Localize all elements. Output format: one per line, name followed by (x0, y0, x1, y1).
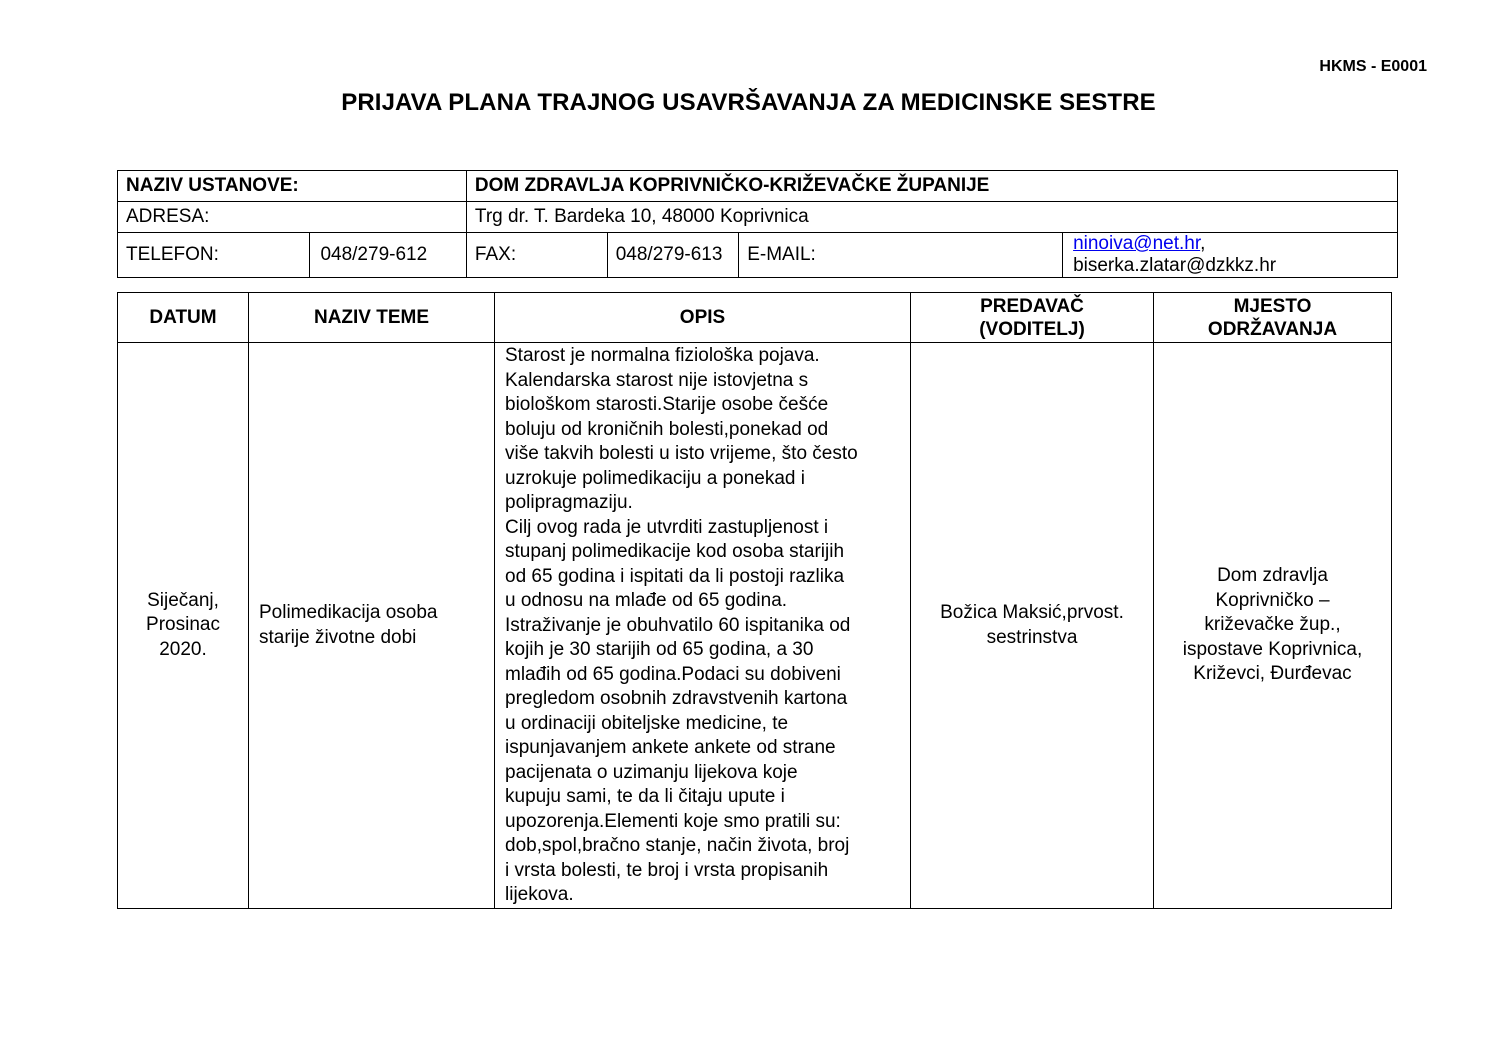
plan-row (118, 343, 1392, 909)
opis-line: Starost je normalna fiziološka pojava. (505, 345, 820, 366)
opis-line: ispunjavanjem ankete ankete od strane (505, 737, 836, 758)
cell-datum (118, 343, 249, 909)
mjesto-line: ispostave Koprivnica, (1182, 638, 1363, 660)
opis-line: stupanj polimedikacije kod osoba starijih (505, 541, 845, 562)
header-mjesto-line: ODRŽAVANJA (1207, 318, 1338, 340)
institution-name-label: NAZIV USTANOVE: (118, 171, 467, 202)
opis-line: u ordinaciji obiteljske medicine, te (505, 712, 789, 734)
predavac-line: Božica Maksić,prvost. (940, 602, 1124, 623)
address-label: ADRESA: (118, 202, 467, 233)
cell-naziv-teme (249, 343, 495, 909)
institution-contact-row (118, 233, 1398, 278)
fax-label: FAX: (466, 233, 607, 278)
institution-name-row (118, 171, 1398, 202)
opis-line: lijekova. (505, 884, 574, 905)
datum-line: Prosinac (146, 614, 220, 636)
header-mjesto (1154, 293, 1392, 343)
opis-line: uzrokuje polimedikaciju a ponekad i (505, 467, 805, 489)
institution-address-row (118, 202, 1398, 233)
opis-line: mlađih od 65 godina.Podaci su dobiveni (505, 663, 841, 685)
opis-line: od 65 godina i ispitati da li postoji razlika (505, 565, 845, 587)
email-value (1063, 233, 1398, 278)
opis-line: kojih je 30 starijih od 65 godina, a 30 (505, 639, 814, 660)
cell-predavac (911, 343, 1154, 909)
opis-line: boluju od kroničnih bolesti,ponekad od (505, 418, 829, 440)
datum-line: 2020. (159, 638, 207, 660)
predavac-line: sestrinstva (986, 626, 1078, 648)
header-opis: OPIS (495, 293, 911, 343)
header-naziv-teme: NAZIV TEME (249, 293, 495, 343)
opis-line: više takvih bolesti u isto vrijeme, što često (505, 443, 858, 464)
phone-label: TELEFON: (118, 233, 310, 278)
header-predavac (911, 293, 1154, 343)
mjesto-line: Koprivničko – (1215, 589, 1330, 611)
plan-header-row (118, 293, 1392, 343)
opis-line: upozorenja.Elementi koje smo pratili su: (505, 810, 841, 832)
phone-value: 048/279-612 (310, 233, 466, 278)
address-value: Trg dr. T. Bardeka 10, 48000 Koprivnica (466, 202, 1397, 233)
header-mjesto-line: MJESTO (1233, 295, 1312, 317)
header-predavac-line: (VODITELJ) (979, 318, 1085, 340)
cell-opis (495, 343, 911, 909)
naziv-teme-line: starije životne dobi (259, 626, 417, 648)
mjesto-line: križevačke žup., (1204, 614, 1341, 636)
fax-value: 048/279-613 (607, 233, 738, 278)
opis-line: pacijenata o uzimanju lijekova koje (505, 761, 798, 783)
mjesto-line: Dom zdravlja (1217, 565, 1328, 587)
naziv-teme-line: Polimedikacija osoba (259, 602, 438, 623)
document-code: HKMS - E0001 (1319, 58, 1427, 75)
plan-table (117, 292, 1392, 909)
header-predavac-line: PREDAVAČ (980, 295, 1084, 317)
opis-line: Istraživanje je obuhvatilo 60 ispitanika od (505, 614, 851, 636)
header-datum: DATUM (118, 293, 249, 343)
opis-line: Kalendarska starost nije istovjetna s (505, 369, 809, 391)
email-secondary: , biserka.zlatar@dzkkz.hr (1073, 233, 1277, 276)
opis-line: dob,spol,bračno stanje, način života, broj (505, 835, 850, 856)
page-title: PRIJAVA PLANA TRAJNOG USAVRŠAVANJA ZA MEDICINSKE SESTRE (341, 89, 1156, 116)
opis-line: i vrsta bolesti, te broj i vrsta propisanih (505, 859, 829, 881)
datum-line: Siječanj, (147, 589, 219, 611)
opis-line: kupuju sami, te da li čitaju upute i (505, 786, 785, 807)
opis-line: pregledom osobnih zdravstvenih kartona (505, 688, 848, 709)
opis-line: biološkom starosti.Starije osobe češće (505, 394, 829, 415)
opis-line: Cilj ovog rada je utvrditi zastupljenost i (505, 516, 829, 538)
opis-line: u odnosu na mlađe od 65 godina. (505, 590, 788, 611)
email-link[interactable]: ninoiva@net.hr (1073, 233, 1201, 254)
institution-table (117, 170, 1398, 278)
opis-line: polipragmaziju. (505, 492, 633, 513)
institution-name-value: DOM ZDRAVLJA KOPRIVNIČKO-KRIŽEVAČKE ŽUPANIJE (466, 171, 1397, 202)
email-label: E-MAIL: (739, 233, 1063, 278)
mjesto-line: Križevci, Đurđevac (1193, 663, 1352, 685)
cell-mjesto (1154, 343, 1392, 909)
